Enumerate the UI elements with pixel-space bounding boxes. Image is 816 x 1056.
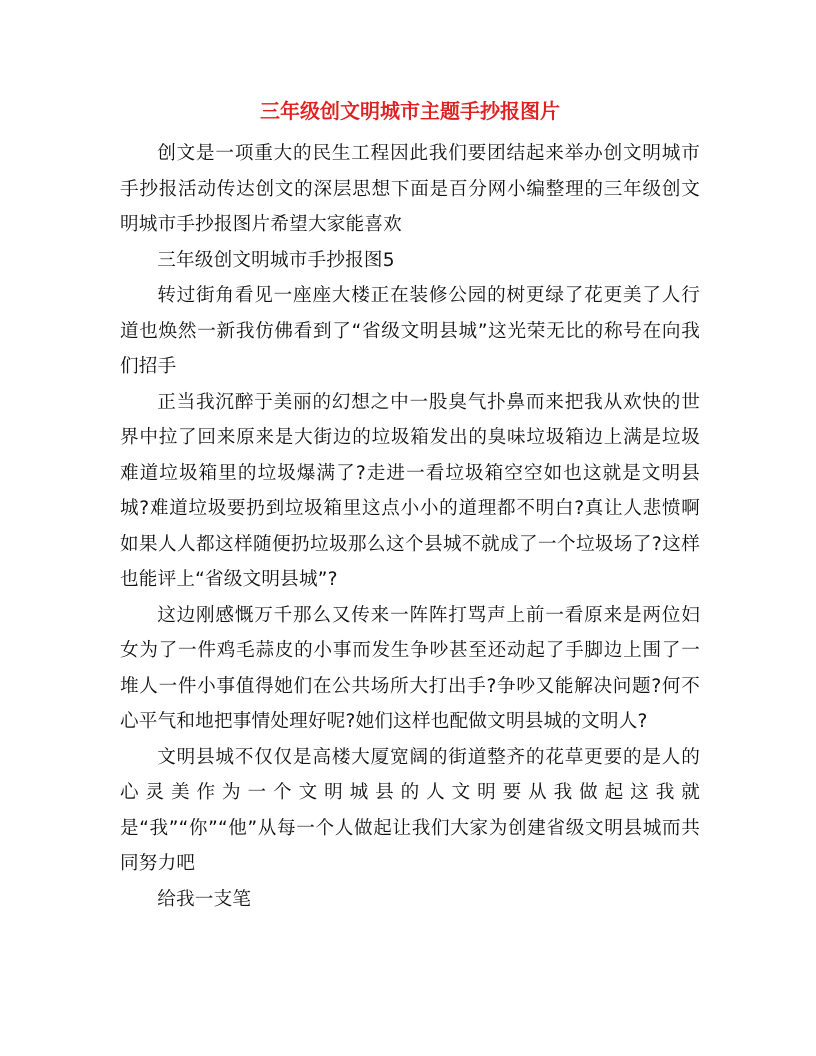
paragraph-caption: 三年级创文明城市手抄报图5 <box>157 249 395 271</box>
paragraph-street: 转过街角看见一座座大楼正在装修公园的树更绿了花更美了人行道也焕然一新我仿佛看到了“省级文明县城”这光荣无比的称号在向我们招手 <box>120 285 700 377</box>
document-title: 三年级创文明城市主题手抄报图片 <box>260 99 560 123</box>
paragraph-intro: 创文是一项重大的民生工程因此我们要团结起来举办创文明城市手抄报活动传达创文的深层思想下面是百分网小编整理的三年级创文明城市手抄报图片希望大家能喜欢 <box>120 143 700 235</box>
paragraph-civilization: 文明县城不仅仅是高楼大厦宽阔的街道整齐的花草更要的是人的心灵美作为一个文明城县的人文明要从我做起这我就是“我”“你”“他”从每一个人做起让我们大家为创建省级文明县城而共同努力吧 <box>120 746 700 874</box>
paragraph-garbage: 正当我沉醉于美丽的幻想之中一股臭气扑鼻而来把我从欢快的世界中拉了回来原来是大街边的垃圾箱发出的臭味垃圾箱边上满是垃圾难道垃圾箱里的垃圾爆满了?走进一看垃圾箱空空如也这就是文明县城?难道垃圾要扔到垃圾箱里这点小小的道理都不明白?真让人悲愤啊如果人人都这样随便扔垃圾那么这个县城不就成了一个垃圾场了?这样也能评上“省级文明县城”? <box>120 391 700 590</box>
paragraph-pen: 给我一支笔 <box>157 888 252 910</box>
document-body <box>120 136 700 917</box>
paragraph-quarrel: 这边刚感慨万千那么又传来一阵阵打骂声上前一看原来是两位妇女为了一件鸡毛蒜皮的小事而发生争吵甚至还动起了手脚边上围了一堆人一件小事值得她们在公共场所大打出手?争吵又能解决问题?何不心平气和地把事情处理好呢?她们这样也配做文明县城的文明人? <box>120 604 700 732</box>
